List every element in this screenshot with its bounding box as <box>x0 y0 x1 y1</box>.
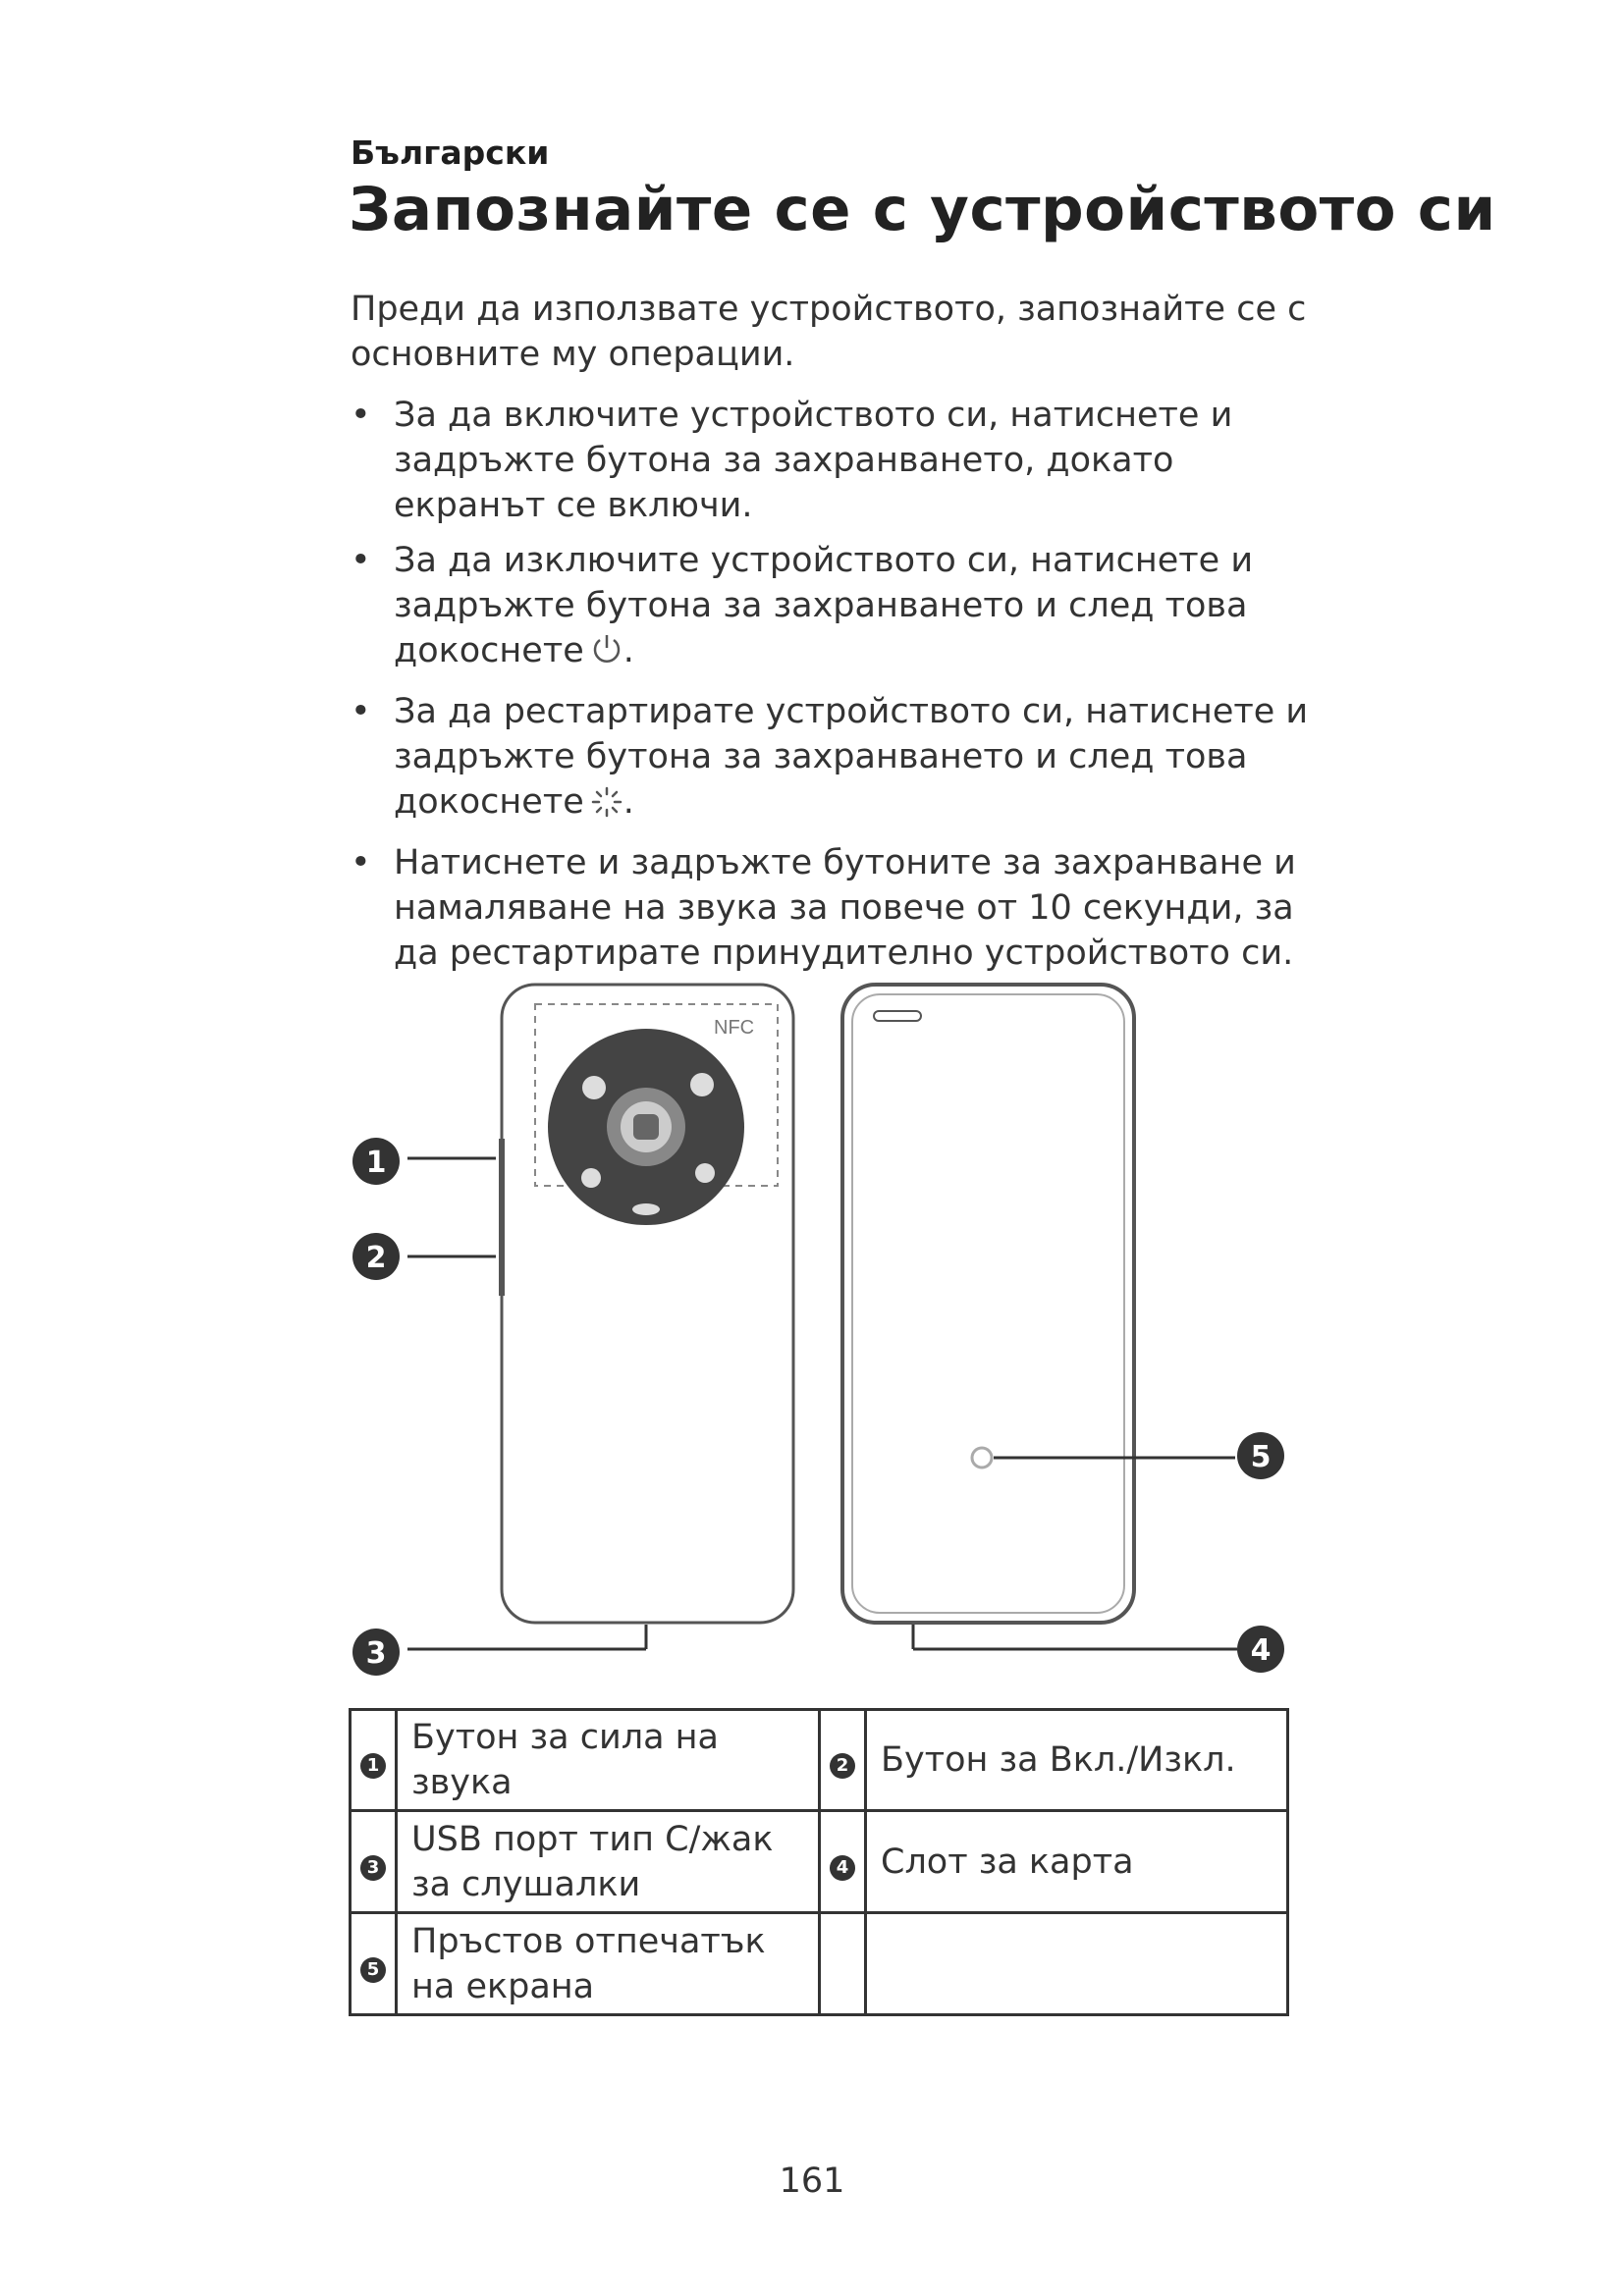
bullet-text: За да включите устройството си, натиснете и задръжте бутона за захранването, докато екранът се включи. <box>394 396 1233 525</box>
table-cell-num: 3 <box>351 1811 397 1913</box>
table-cell-label: Пръстов отпечатък на екрана <box>397 1913 820 2015</box>
callout-4 <box>1237 1626 1284 1673</box>
table-row <box>351 1811 1288 1913</box>
table-cell-num: 1 <box>351 1710 397 1811</box>
table-cell-num: 2 <box>820 1710 866 1811</box>
phone-screen <box>852 994 1124 1613</box>
page-title: Запознайте се с устройството си <box>349 175 1496 244</box>
bullet-dot: • <box>351 396 371 435</box>
svg-text:1: 1 <box>365 1146 387 1180</box>
table-cell-label: Слот за карта <box>866 1811 1288 1913</box>
lens-small <box>581 1168 601 1188</box>
bullet-dot: • <box>351 843 371 882</box>
bullet-text: За да изключите устройството си, натиснете и задръжте бутона за захранването и след това докоснете <box>394 541 1254 670</box>
page-number: 161 <box>779 2162 845 2201</box>
bullet-text: Натиснете и задръжте бутоните за захранване и намаляване на звука за повече от 10 секунди, за да рестартирате принудително устройството си. <box>394 843 1296 973</box>
table-row <box>351 1913 1288 2015</box>
intro-paragraph: Преди да използвате устройството, запознайте се с основните му операции. <box>351 290 1307 374</box>
list-item: • За да рестартирате устройството си, натиснете и задръжте бутона за захранването и след това докоснете . <box>351 689 1332 830</box>
fingerprint-sensor <box>972 1448 992 1468</box>
table-cell-label: USB порт тип C/жак за слушалки <box>397 1811 820 1913</box>
callout-1 <box>352 1138 400 1185</box>
callout-3 <box>352 1629 400 1676</box>
nfc-label: NFC <box>714 1017 755 1039</box>
callout-5 <box>1237 1432 1284 1479</box>
svg-text:5: 5 <box>1250 1440 1272 1474</box>
flash <box>632 1203 660 1215</box>
table-cell-num: 5 <box>351 1913 397 2015</box>
svg-text:3: 3 <box>365 1636 387 1671</box>
table-cell-num <box>820 1913 866 2015</box>
svg-text:4: 4 <box>1250 1633 1272 1668</box>
bullet-dot: • <box>351 692 371 731</box>
language-label: Български <box>351 133 550 172</box>
svg-text:2: 2 <box>365 1241 387 1275</box>
lens-small <box>582 1076 606 1099</box>
callout-2 <box>352 1233 400 1280</box>
table-cell-label: Бутон за Вкл./Изкл. <box>866 1710 1288 1811</box>
list-item: • За да изключите устройството си, натиснете и задръжте бутона за захранването и след това докоснете . <box>351 538 1332 679</box>
table-cell-num: 4 <box>820 1811 866 1913</box>
table-cell-label: Бутон за сила на звука <box>397 1710 820 1811</box>
front-camera <box>874 1011 921 1021</box>
table-row <box>351 1710 1288 1811</box>
bullet-text: За да рестартирате устройството си, натиснете и задръжте бутона за захранването и след това докоснете <box>394 692 1309 822</box>
lens-small <box>690 1073 714 1096</box>
phone-front-outline <box>842 985 1134 1623</box>
lens-small <box>695 1163 715 1183</box>
bullet-dot: • <box>351 541 371 580</box>
parts-legend-table <box>349 1708 1289 2016</box>
table-cell-label <box>866 1913 1288 2015</box>
